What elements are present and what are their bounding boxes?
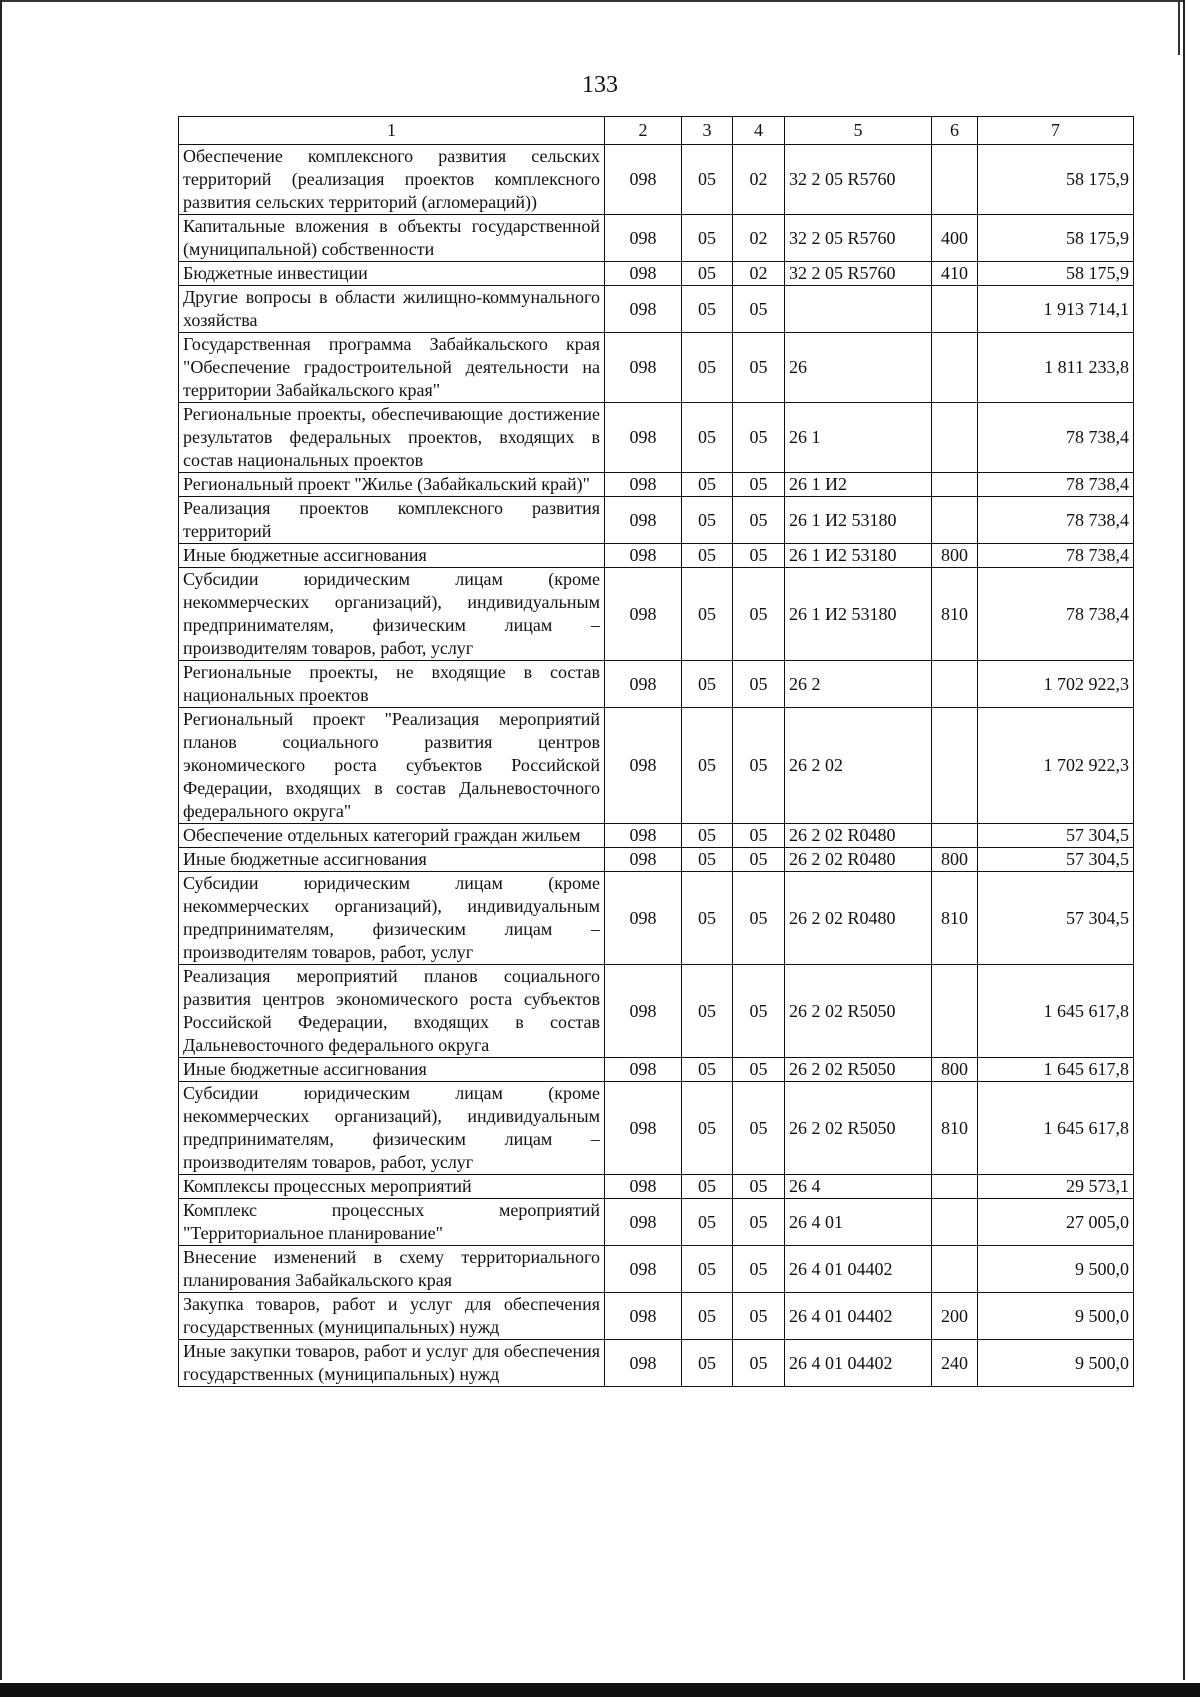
row-description: Капитальные вложения в объекты государственной (муниципальной) собственности	[179, 215, 605, 262]
table-row	[179, 262, 1134, 286]
row-description: Другие вопросы в области жилищно-коммунального хозяйства	[179, 286, 605, 333]
row-col-5: 26 1 И2 53180	[785, 544, 932, 568]
row-description: Комплекс процессных мероприятий "Территориальное планирование"	[179, 1199, 605, 1246]
row-col-6: 800	[932, 848, 978, 872]
row-col-4: 05	[733, 872, 785, 965]
row-description: Региональный проект "Жилье (Забайкальский край)"	[179, 473, 605, 497]
table-row	[179, 1293, 1134, 1340]
row-col-4: 02	[733, 145, 785, 215]
row-amount: 1 645 617,8	[978, 1058, 1134, 1082]
row-col-5: 26 4 01 04402	[785, 1246, 932, 1293]
column-header: 7	[978, 117, 1134, 145]
row-amount: 58 175,9	[978, 215, 1134, 262]
row-col-4: 05	[733, 1340, 785, 1387]
row-description: Государственная программа Забайкальского края "Обеспечение градостроительной деятельности на территории Забайкальского края"	[179, 333, 605, 403]
table-row	[179, 544, 1134, 568]
table-row	[179, 848, 1134, 872]
row-col-2: 098	[605, 333, 682, 403]
row-description: Реализация мероприятий планов социального развития центров экономического роста субъектов Российской Федерации, входящих в состав Дальневосточного федерального округа	[179, 965, 605, 1058]
row-col-6	[932, 497, 978, 544]
row-amount: 78 738,4	[978, 473, 1134, 497]
column-header: 6	[932, 117, 978, 145]
row-col-5: 26 4 01 04402	[785, 1293, 932, 1340]
row-description: Иные бюджетные ассигнования	[179, 1058, 605, 1082]
row-amount: 58 175,9	[978, 145, 1134, 215]
column-header: 1	[179, 117, 605, 145]
row-col-3: 05	[682, 1082, 733, 1175]
row-col-3: 05	[682, 1175, 733, 1199]
row-col-6	[932, 824, 978, 848]
row-col-4: 05	[733, 403, 785, 473]
table-row	[179, 1082, 1134, 1175]
row-description: Бюджетные инвестиции	[179, 262, 605, 286]
row-description: Субсидии юридическим лицам (кроме некоммерческих организаций), индивидуальным предпринимателям, физическим лицам – производителям товаров, работ, услуг	[179, 872, 605, 965]
row-col-4: 05	[733, 661, 785, 708]
row-col-6	[932, 1175, 978, 1199]
row-col-2: 098	[605, 568, 682, 661]
row-description: Субсидии юридическим лицам (кроме некоммерческих организаций), индивидуальным предпринимателям, физическим лицам – производителям товаров, работ, услуг	[179, 1082, 605, 1175]
row-col-2: 098	[605, 1246, 682, 1293]
row-col-2: 098	[605, 824, 682, 848]
row-col-4: 02	[733, 262, 785, 286]
row-col-2: 098	[605, 965, 682, 1058]
row-amount: 57 304,5	[978, 872, 1134, 965]
row-amount: 9 500,0	[978, 1293, 1134, 1340]
row-col-6: 800	[932, 544, 978, 568]
row-amount: 78 738,4	[978, 544, 1134, 568]
row-col-3: 05	[682, 215, 733, 262]
row-amount: 9 500,0	[978, 1340, 1134, 1387]
row-description: Обеспечение комплексного развития сельских территорий (реализация проектов комплексного развития сельских территорий (агломераций))	[179, 145, 605, 215]
row-col-2: 098	[605, 708, 682, 824]
row-col-6: 240	[932, 1340, 978, 1387]
row-col-3: 05	[682, 403, 733, 473]
row-col-5: 26 1	[785, 403, 932, 473]
row-col-5	[785, 286, 932, 333]
row-col-5: 32 2 05 R5760	[785, 145, 932, 215]
table-row	[179, 568, 1134, 661]
row-col-3: 05	[682, 1058, 733, 1082]
table-row	[179, 286, 1134, 333]
row-description: Региональный проект "Реализация мероприятий планов социального развития центров экономического роста субъектов Российской Федерации, входящих в состав Дальневосточного федерального округа"	[179, 708, 605, 824]
row-col-3: 05	[682, 1293, 733, 1340]
row-col-5: 26 4 01 04402	[785, 1340, 932, 1387]
row-col-3: 05	[682, 1340, 733, 1387]
row-col-2: 098	[605, 1058, 682, 1082]
scan-border-left	[0, 0, 2, 1680]
row-col-2: 098	[605, 661, 682, 708]
row-col-4: 05	[733, 473, 785, 497]
row-col-2: 098	[605, 848, 682, 872]
table-row	[179, 1058, 1134, 1082]
table-row	[179, 473, 1134, 497]
row-description: Иные бюджетные ассигнования	[179, 544, 605, 568]
row-col-4: 05	[733, 1175, 785, 1199]
row-col-5: 26 1 И2 53180	[785, 497, 932, 544]
row-col-6	[932, 473, 978, 497]
row-amount: 1 702 922,3	[978, 708, 1134, 824]
table-row	[179, 215, 1134, 262]
row-col-2: 098	[605, 473, 682, 497]
row-col-2: 098	[605, 145, 682, 215]
row-col-3: 05	[682, 872, 733, 965]
row-col-3: 05	[682, 262, 733, 286]
row-col-4: 02	[733, 215, 785, 262]
row-col-4: 05	[733, 1058, 785, 1082]
table-row	[179, 1199, 1134, 1246]
page-number: 133	[582, 72, 618, 98]
row-col-4: 05	[733, 848, 785, 872]
row-amount: 78 738,4	[978, 568, 1134, 661]
row-col-6	[932, 333, 978, 403]
row-amount: 1 645 617,8	[978, 1082, 1134, 1175]
row-description: Региональные проекты, не входящие в состав национальных проектов	[179, 661, 605, 708]
row-col-5: 32 2 05 R5760	[785, 262, 932, 286]
row-col-3: 05	[682, 965, 733, 1058]
table-row	[179, 824, 1134, 848]
row-col-3: 05	[682, 824, 733, 848]
row-col-6: 400	[932, 215, 978, 262]
row-col-4: 05	[733, 497, 785, 544]
row-col-4: 05	[733, 824, 785, 848]
table-header-row	[179, 117, 1134, 145]
scan-bottom-edge	[0, 1683, 1200, 1697]
row-col-5: 26 2 02	[785, 708, 932, 824]
table-row	[179, 1246, 1134, 1293]
row-col-5: 26 2 02 R5050	[785, 1082, 932, 1175]
row-amount: 1 645 617,8	[978, 965, 1134, 1058]
row-amount: 27 005,0	[978, 1199, 1134, 1246]
row-col-6: 810	[932, 568, 978, 661]
row-col-4: 05	[733, 1246, 785, 1293]
row-col-6: 810	[932, 1082, 978, 1175]
row-col-2: 098	[605, 1199, 682, 1246]
row-col-5: 26 1 И2 53180	[785, 568, 932, 661]
row-description: Закупка товаров, работ и услуг для обеспечения государственных (муниципальных) нужд	[179, 1293, 605, 1340]
table-row	[179, 145, 1134, 215]
row-col-6: 810	[932, 872, 978, 965]
scan-border-top	[0, 0, 1185, 2]
table-row	[179, 1340, 1134, 1387]
row-col-2: 098	[605, 1293, 682, 1340]
row-col-5: 32 2 05 R5760	[785, 215, 932, 262]
row-col-2: 098	[605, 497, 682, 544]
row-col-3: 05	[682, 333, 733, 403]
column-header: 5	[785, 117, 932, 145]
scan-mark	[1178, 0, 1180, 55]
row-col-5: 26 2 02 R5050	[785, 1058, 932, 1082]
table-row	[179, 1175, 1134, 1199]
row-col-5: 26 4	[785, 1175, 932, 1199]
row-col-3: 05	[682, 848, 733, 872]
row-col-4: 05	[733, 544, 785, 568]
row-col-3: 05	[682, 1199, 733, 1246]
row-col-6	[932, 1199, 978, 1246]
row-col-4: 05	[733, 568, 785, 661]
row-col-3: 05	[682, 473, 733, 497]
row-col-5: 26 2	[785, 661, 932, 708]
row-col-3: 05	[682, 1246, 733, 1293]
table-row	[179, 661, 1134, 708]
row-col-6	[932, 403, 978, 473]
row-col-2: 098	[605, 872, 682, 965]
row-col-2: 098	[605, 286, 682, 333]
row-col-4: 05	[733, 708, 785, 824]
row-col-5: 26 2 02 R0480	[785, 824, 932, 848]
row-amount: 1 913 714,1	[978, 286, 1134, 333]
row-col-4: 05	[733, 965, 785, 1058]
row-col-6	[932, 661, 978, 708]
row-col-2: 098	[605, 544, 682, 568]
row-amount: 78 738,4	[978, 403, 1134, 473]
row-col-3: 05	[682, 568, 733, 661]
row-col-3: 05	[682, 497, 733, 544]
row-col-5: 26	[785, 333, 932, 403]
column-header: 4	[733, 117, 785, 145]
row-description: Внесение изменений в схему территориального планирования Забайкальского края	[179, 1246, 605, 1293]
row-amount: 1 811 233,8	[978, 333, 1134, 403]
row-description: Иные закупки товаров, работ и услуг для обеспечения государственных (муниципальных) нужд	[179, 1340, 605, 1387]
row-col-2: 098	[605, 1082, 682, 1175]
row-col-6: 800	[932, 1058, 978, 1082]
row-col-3: 05	[682, 145, 733, 215]
row-col-2: 098	[605, 403, 682, 473]
row-col-4: 05	[733, 1199, 785, 1246]
row-col-4: 05	[733, 286, 785, 333]
column-header: 2	[605, 117, 682, 145]
row-amount: 1 702 922,3	[978, 661, 1134, 708]
row-col-6	[932, 145, 978, 215]
row-col-3: 05	[682, 661, 733, 708]
table-row	[179, 708, 1134, 824]
row-col-2: 098	[605, 1175, 682, 1199]
row-col-5: 26 2 02 R0480	[785, 872, 932, 965]
row-col-2: 098	[605, 262, 682, 286]
row-description: Иные бюджетные ассигнования	[179, 848, 605, 872]
row-col-6: 200	[932, 1293, 978, 1340]
table-row	[179, 965, 1134, 1058]
row-amount: 58 175,9	[978, 262, 1134, 286]
row-col-2: 098	[605, 215, 682, 262]
table-row	[179, 403, 1134, 473]
scan-border-right	[1183, 0, 1185, 1680]
table-row	[179, 333, 1134, 403]
row-col-4: 05	[733, 333, 785, 403]
row-col-6	[932, 965, 978, 1058]
budget-table	[178, 116, 1134, 1387]
row-description: Обеспечение отдельных категорий граждан жильем	[179, 824, 605, 848]
row-col-6	[932, 1246, 978, 1293]
row-description: Комплексы процессных мероприятий	[179, 1175, 605, 1199]
row-col-3: 05	[682, 544, 733, 568]
column-header: 3	[682, 117, 733, 145]
row-col-6: 410	[932, 262, 978, 286]
row-amount: 29 573,1	[978, 1175, 1134, 1199]
row-col-5: 26 4 01	[785, 1199, 932, 1246]
row-amount: 9 500,0	[978, 1246, 1134, 1293]
row-col-4: 05	[733, 1293, 785, 1340]
row-col-6	[932, 286, 978, 333]
row-col-3: 05	[682, 286, 733, 333]
row-col-5: 26 1 И2	[785, 473, 932, 497]
row-description: Региональные проекты, обеспечивающие достижение результатов федеральных проектов, входящих в состав национальных проектов	[179, 403, 605, 473]
table-row	[179, 497, 1134, 544]
row-col-2: 098	[605, 1340, 682, 1387]
row-col-5: 26 2 02 R5050	[785, 965, 932, 1058]
row-amount: 78 738,4	[978, 497, 1134, 544]
row-col-4: 05	[733, 1082, 785, 1175]
row-description: Реализация проектов комплексного развития территорий	[179, 497, 605, 544]
table-row	[179, 872, 1134, 965]
row-description: Субсидии юридическим лицам (кроме некоммерческих организаций), индивидуальным предпринимателям, физическим лицам – производителям товаров, работ, услуг	[179, 568, 605, 661]
row-amount: 57 304,5	[978, 824, 1134, 848]
row-col-5: 26 2 02 R0480	[785, 848, 932, 872]
row-amount: 57 304,5	[978, 848, 1134, 872]
row-col-3: 05	[682, 708, 733, 824]
row-col-6	[932, 708, 978, 824]
